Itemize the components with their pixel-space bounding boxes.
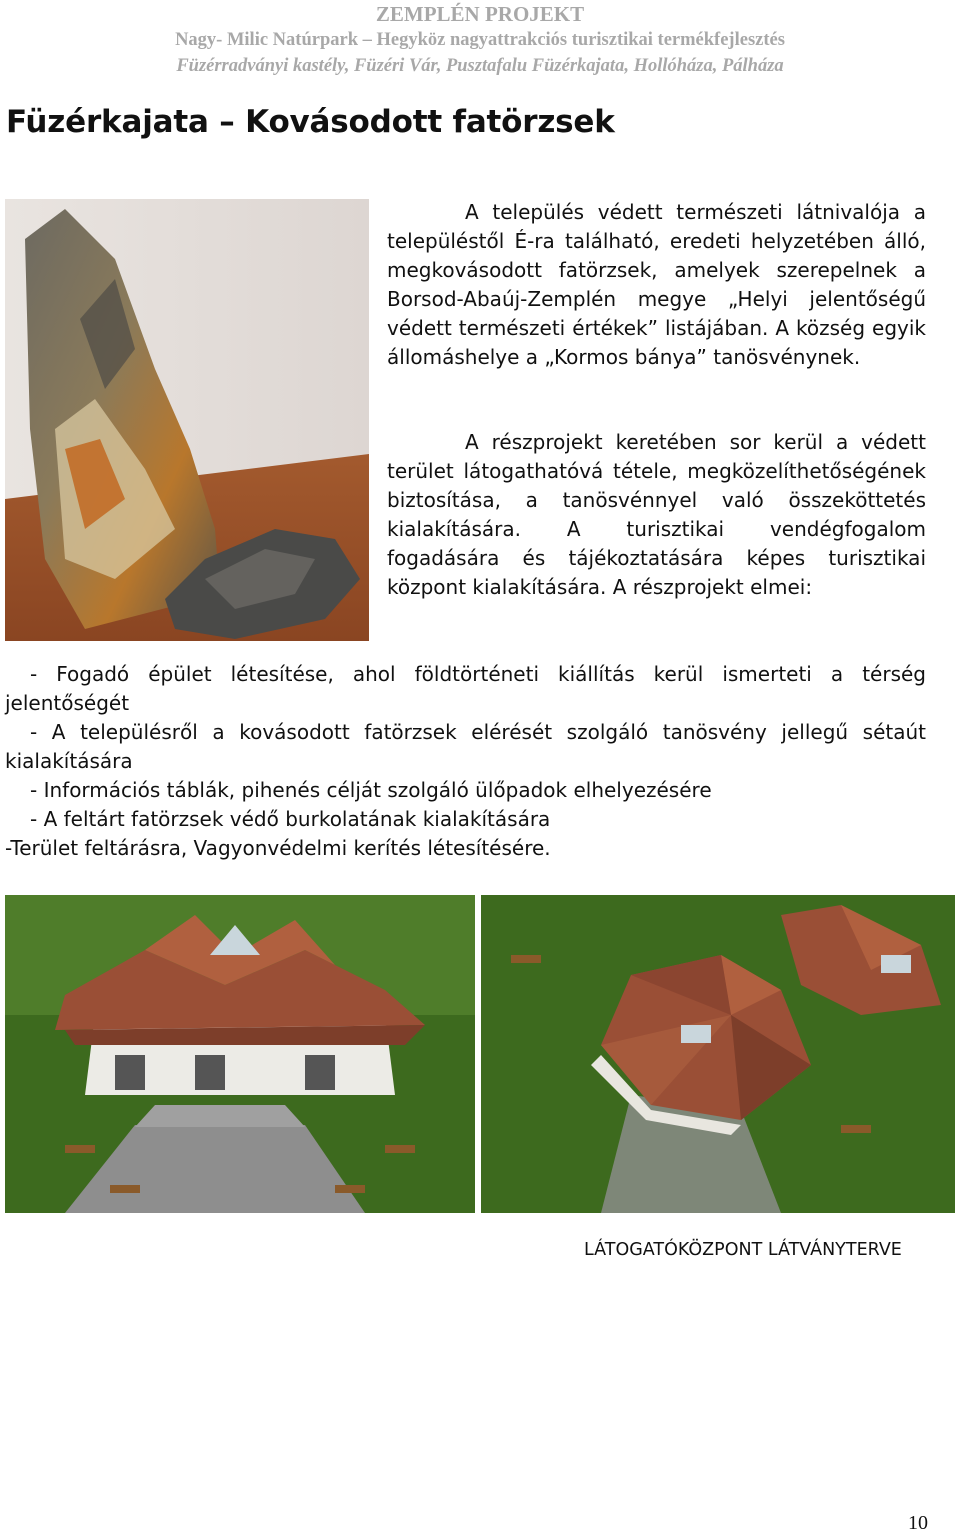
page-number: 10 (908, 1512, 928, 1534)
list-item: - Információs táblák, pihenés célját szolgáló ülőpadok elhelyezésére (30, 778, 712, 802)
list-item: - A településről a kovásodott fatörzsek elérését szolgáló tanösvény jellegű sétaút kialakítására (5, 720, 926, 773)
list-item: - A feltárt fatörzsek védő burkolatának kialakítására (30, 807, 551, 831)
list-item: - Fogadó épület létesítése, ahol földtörténeti kiállítás kerül ismerteti a térség jelentőségét (5, 662, 926, 715)
petrified-trunk-photo (5, 199, 369, 641)
header-locations: Füzérradványi kastély, Füzéri Vár, Pusztafalu Füzérkajata, Hollóháza, Pálháza (176, 56, 784, 76)
header-project-name: ZEMPLÉN PROJEKT (375, 2, 585, 26)
paragraph-text: A település védett természeti látnivalója a településtől É-ra található, eredeti helyzetében álló, megkovásodott fatörzsek, amelyek szerepelnek a Borsod-Abaúj-Zemplén megye „Helyi jelentőségű védett természeti értékek” listájában. A község egyik állomáshelye a „Kormos bánya” tanösvénynek. (387, 200, 926, 369)
image-caption: LÁTOGATÓKÖZPONT LÁTVÁNYTERVE (584, 1240, 902, 1260)
paragraph-text: A részprojekt keretében sor kerül a védett terület látogathatóvá tétele, megközelíthetőségének biztosítása, a tanösvénnyel való összeköttetés kialakítására. A turisztikai vendégfogalom fogadására és tájékoztatására képes turisztikai központ kialakítására. A részprojekt elmei: (387, 430, 926, 599)
subproject-elements-list (5, 660, 926, 863)
page-title: Füzérkajata – Kovásodott fatörzsek (6, 104, 615, 140)
header-subtitle: Nagy- Milic Natúrpark – Hegyköz nagyattrakciós turisztikai termékfejlesztés (175, 30, 785, 50)
intro-paragraph (387, 198, 926, 372)
list-item: -Terület feltárásra, Vagyonvédelmi kerítés létesítésére. (5, 836, 551, 860)
page-header (0, 0, 960, 79)
visitor-center-render-front (5, 895, 475, 1213)
visitor-center-render-aerial (481, 895, 955, 1213)
subproject-paragraph (387, 428, 926, 602)
